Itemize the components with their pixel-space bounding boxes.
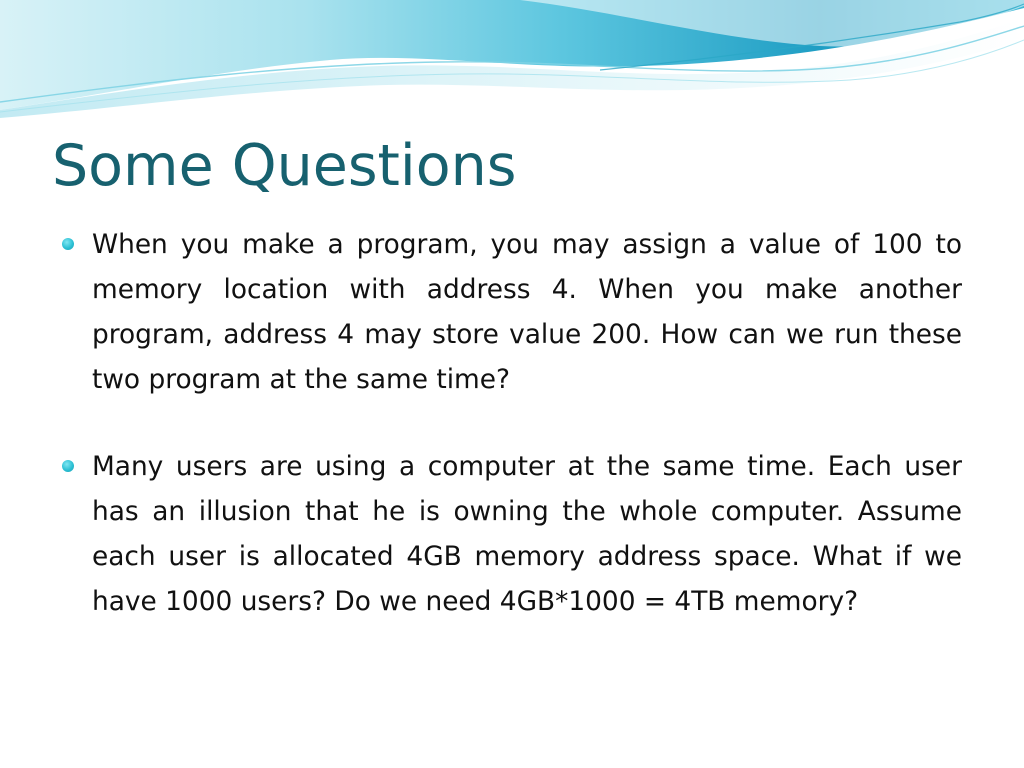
bullet-text: When you make a program, you may assign a value of 100 to memory location with address 4. When you make another program, address 4 may store value 200. How can we run these two program at the same time? — [92, 229, 962, 395]
bullet-dot-icon — [62, 460, 74, 472]
decorative-wave-header — [0, 0, 1024, 130]
bullet-text: Many users are using a computer at the same time. Each user has an illusion that he is owning the whole computer. Assume each user is allocated 4GB memory address space. What if we have 1000 users? Do we need 4GB*1000 = 4TB memory? — [92, 451, 962, 617]
bullet-item — [92, 444, 962, 624]
bullet-item — [92, 222, 962, 402]
slide-title: Some Questions — [52, 133, 517, 199]
bullet-dot-icon — [62, 238, 74, 250]
bullet-list — [92, 222, 962, 666]
